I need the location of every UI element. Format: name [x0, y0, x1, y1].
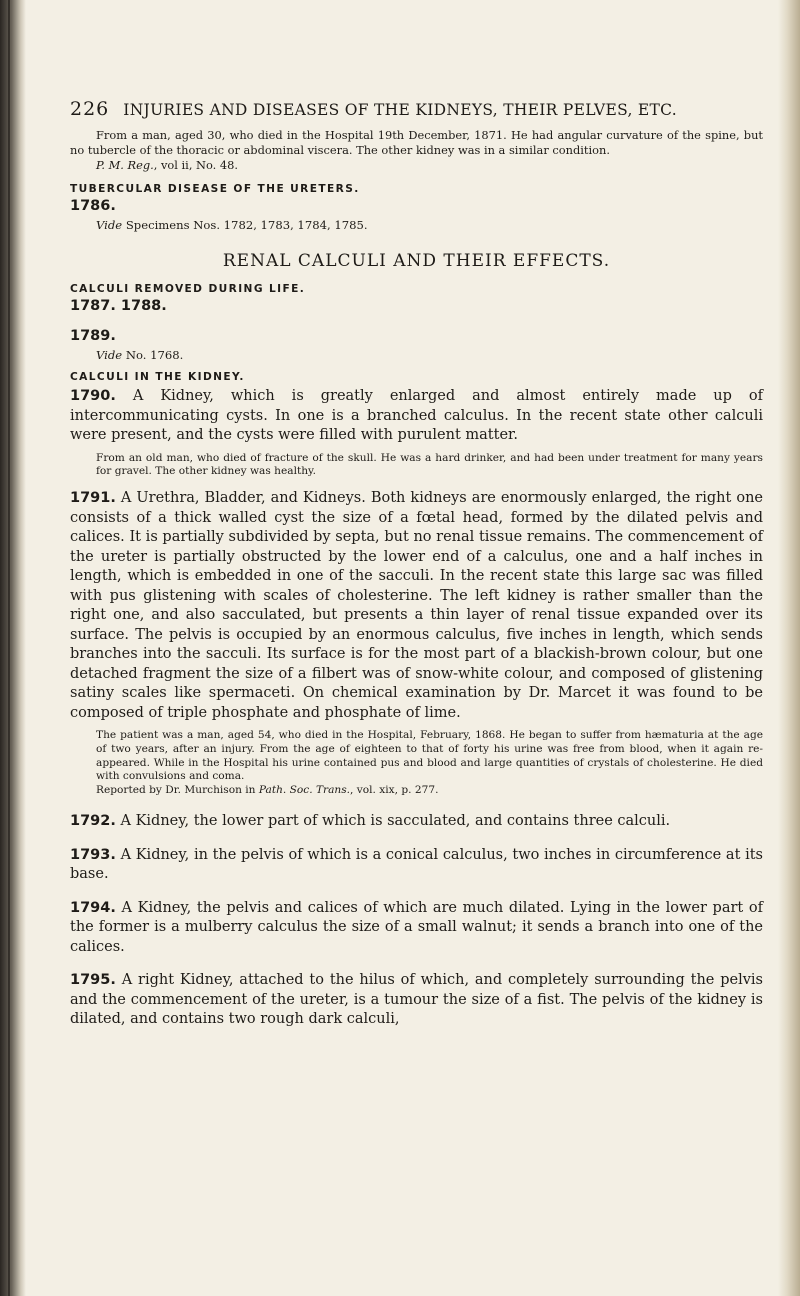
intro-reference: P. M. Reg., vol ii, No. 48.	[96, 158, 239, 172]
running-title: INJURIES AND DISEASES OF THE KIDNEYS, THEIR PELVES, ETC.	[123, 101, 677, 119]
specimen-number: 1793.	[70, 846, 116, 863]
book-binding-shadow	[0, 0, 26, 1296]
specimen-1795	[70, 971, 763, 1030]
specimen-text: A Kidney, the pelvis and calices of which are much dilated. Lying in the lower part of the former is a mulberry calculus the size of a small walnut; it sends a branch into one of the calices.	[70, 899, 764, 955]
vide-reference-1789: Vide No. 1768.	[96, 348, 184, 362]
specimen-1790-note: From an old man, who died of fracture of the skull. He was a hard drinker, and had been under treatment for many years for gravel. The other kidney was healthy.	[96, 451, 763, 478]
specimen-text: A Kidney, the lower part of which is sacculated, and contains three calculi.	[120, 813, 671, 830]
specimen-text: A Urethra, Bladder, and Kidneys. Both kidneys are enormously enlarged, the right one consists of a thick walled cyst the size of a fœtal head, formed by the dilated pelvis and calices. It is partially subdivided by septa, but no renal tissue remains. The commencement of the ureter is partially obstructed by the lower end of a calculus, one and a half inches in length, which is embedded in one of the sacculi. In the recent state this large sac was filled with pus glistening with scales of cholesterine. The left kidney is rather smaller than the right one, and also sacculated, but presents a thin layer of renal tissue expanded over its surface. The pelvis is occupied by an enormous calculus, five inches in length, which sends branches into the sacculi. Its surface is for the most part of a blackish-brown colour, but one detached fragment the size of a filbert was of snow-white colour, and composed of glistening satiny scales like spermaceti. On chemical examination by Dr. Marcet it was found to be composed of triple phosphate and phosphate of lime.	[70, 490, 764, 721]
section-heading-removed: CALCULI REMOVED DURING LIFE.	[70, 283, 306, 295]
specimen-1794	[70, 899, 763, 958]
specimen-text: A Kidney, in the pelvis of which is a conical calculus, two inches in circumference at its base.	[70, 846, 763, 883]
specimen-numbers-1787-1788: 1787. 1788.	[70, 298, 167, 314]
specimen-1793	[70, 846, 763, 885]
specimen-number: 1792.	[70, 813, 116, 830]
specimen-number-1789: 1789.	[70, 328, 116, 344]
specimen-number: 1791.	[70, 490, 116, 507]
running-head	[70, 98, 763, 120]
specimen-1792	[70, 812, 763, 832]
section-heading-kidney: CALCULI IN THE KIDNEY.	[70, 371, 245, 383]
specimen-number: 1794.	[70, 899, 116, 916]
specimen-number: 1790.	[70, 388, 116, 404]
page-content	[70, 98, 763, 1036]
page-number: 226	[70, 98, 110, 120]
specimen-number-1786: 1786.	[70, 198, 116, 214]
intro-note: From a man, aged 30, who died in the Hospital 19th December, 1871. He had angular curvature of the spine, but no tubercle of the thoracic or abdominal viscera. The other kidney was in a similar condition.	[70, 128, 763, 157]
page-edge-right	[778, 0, 800, 1296]
specimen-1791-note: The patient was a man, aged 54, who died in the Hospital, February, 1868. He began to suffer from hæmaturia at the age of two years, after an injury. From the age of eighteen to that of forty his urine was free from blood, when it again re-appeared. While in the Hospital his urine contained pus and blood and large quantities of crystals of cholesterine. He died with convulsions and coma.	[96, 729, 763, 783]
specimen-number: 1795.	[70, 972, 116, 989]
section-heading-tubercular: TUBERCULAR DISEASE OF THE URETERS.	[70, 183, 360, 195]
specimen-text: A Kidney, which is greatly enlarged and almost entirely made up of intercommunicating cysts. In one is a branched calculus. In the recent state other calculi were present, and the cysts were filled with purulent matter.	[70, 388, 763, 443]
vide-reference-1786: Vide Specimens Nos. 1782, 1783, 1784, 1785.	[96, 218, 368, 232]
binding-edge-line	[8, 0, 10, 1296]
specimen-1791-reference: Reported by Dr. Murchison in Path. Soc. Trans., vol. xix, p. 277.	[96, 784, 439, 797]
specimen-1790	[70, 387, 763, 446]
section-heading-renal-calculi: RENAL CALCULI AND THEIR EFFECTS.	[222, 251, 611, 271]
specimen-text: A right Kidney, attached to the hilus of which, and completely surrounding the pelvis and the commencement of the ureter, is a tumour the size of a fist. The pelvis of the kidney is dilated, and contains two rough dark calculi,	[70, 972, 764, 1028]
specimen-1791	[70, 489, 763, 723]
